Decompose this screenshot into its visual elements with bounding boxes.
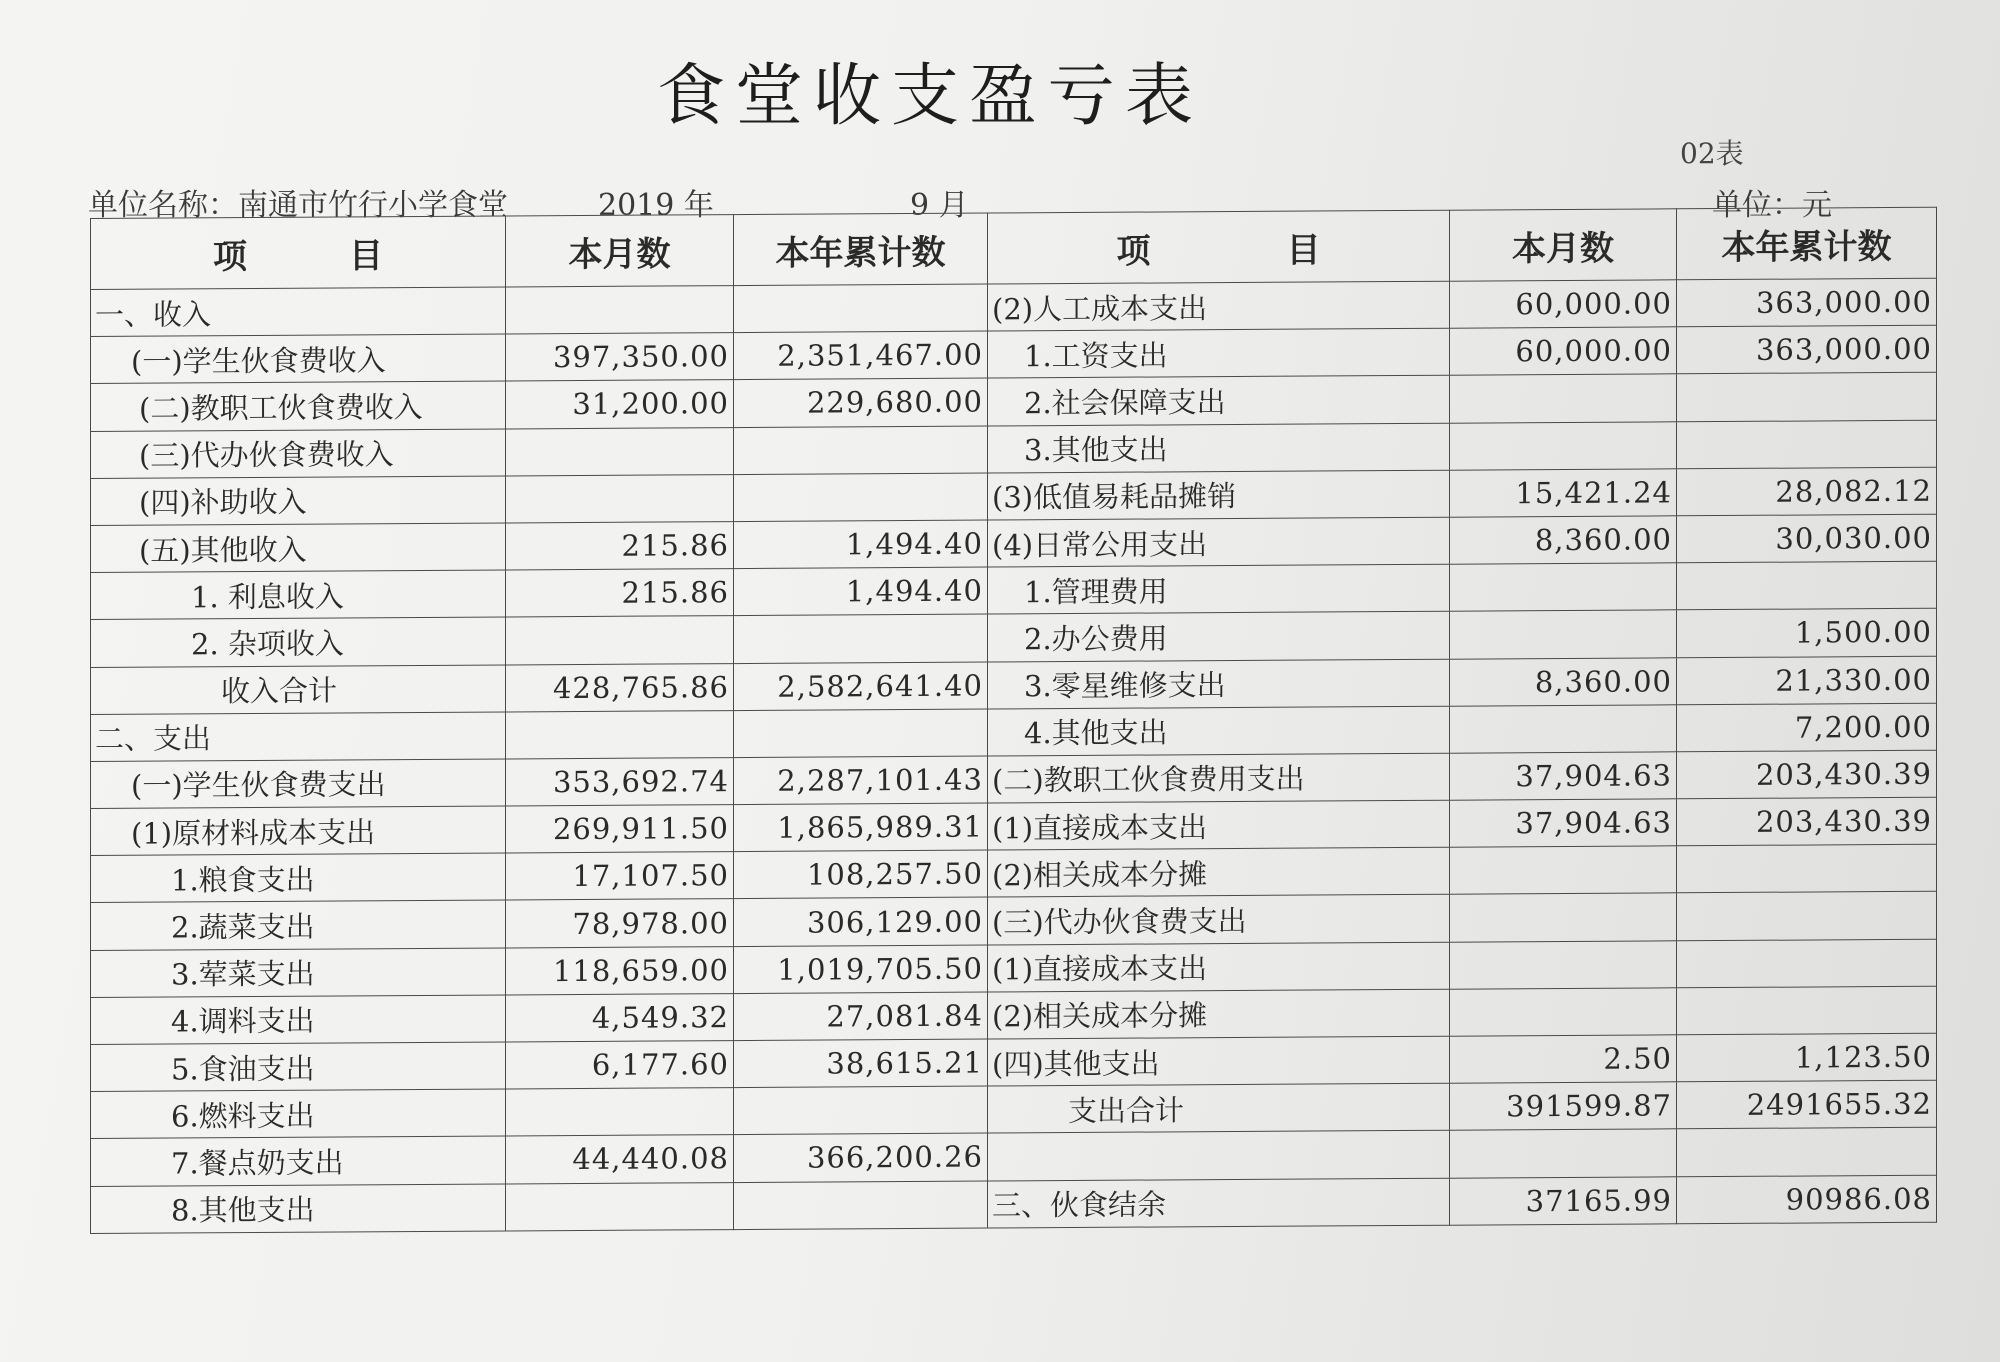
row-month-left: 353,692.74 (506, 757, 734, 806)
row-month-right: 391599.87 (1450, 1082, 1677, 1131)
row-label-left: 6.燃料支出 (91, 1089, 506, 1139)
row-ytd-right: 1,500.00 (1677, 609, 1937, 658)
row-ytd-right: 30,030.00 (1677, 514, 1937, 563)
row-label-right: (2)相关成本分摊 (988, 847, 1450, 897)
row-month-left (506, 1182, 734, 1231)
row-month-right (1450, 940, 1677, 989)
row-ytd-left: 366,200.26 (734, 1133, 988, 1182)
row-month-left (506, 474, 734, 523)
row-label-left: 收入合计 (91, 664, 506, 714)
row-month-left: 31,200.00 (506, 380, 734, 429)
row-month-right: 8,360.00 (1450, 516, 1677, 565)
row-label-left: (1)原材料成本支出 (91, 806, 506, 856)
row-month-right (1450, 374, 1677, 423)
row-month-right: 37,904.63 (1450, 752, 1677, 801)
row-month-left: 4,549.32 (506, 993, 734, 1042)
row-label-left: (二)教职工伙食费收入 (91, 381, 506, 431)
header-item-left: 项 目 (91, 216, 506, 290)
row-ytd-right: 363,000.00 (1677, 325, 1937, 374)
row-month-right: 2.50 (1450, 1035, 1677, 1084)
row-ytd-left (734, 426, 988, 475)
row-month-right (1450, 846, 1677, 895)
row-ytd-left (734, 1086, 988, 1135)
row-month-left (506, 710, 734, 759)
row-label-right: 3.其他支出 (988, 423, 1450, 473)
row-ytd-left: 38,615.21 (734, 1039, 988, 1088)
row-label-right: (1)直接成本支出 (988, 800, 1450, 850)
form-number: 02表 (1680, 137, 1744, 170)
row-month-left: 6,177.60 (506, 1041, 734, 1090)
row-label-right: 1.工资支出 (988, 328, 1450, 378)
row-ytd-right (1677, 420, 1937, 469)
header-ytd-right: 本年累计数 (1677, 207, 1937, 280)
table-row (91, 1175, 1937, 1233)
row-ytd-left (734, 709, 988, 758)
row-ytd-left (734, 284, 988, 333)
row-label-left: 二、支出 (91, 712, 506, 762)
row-ytd-right (1677, 561, 1937, 610)
row-ytd-right: 1,123.50 (1677, 1033, 1937, 1082)
row-label-left: 1.粮食支出 (91, 853, 506, 903)
row-label-left: 2. 杂项收入 (91, 617, 506, 667)
row-month-left: 118,659.00 (506, 946, 734, 995)
row-ytd-left (734, 473, 988, 522)
row-month-right: 60,000.00 (1450, 327, 1677, 376)
row-ytd-right: 28,082.12 (1677, 467, 1937, 516)
row-ytd-right (1677, 373, 1937, 422)
row-label-left: 5.食油支出 (91, 1042, 506, 1092)
row-label-left: 2.蔬菜支出 (91, 900, 506, 950)
row-label-right: (3)低值易耗品摊销 (988, 470, 1450, 520)
row-ytd-right: 21,330.00 (1677, 656, 1937, 705)
header-month-right: 本月数 (1450, 209, 1677, 281)
header-row (91, 207, 1937, 289)
row-ytd-right (1677, 892, 1937, 941)
header-month-left: 本月数 (506, 215, 734, 287)
row-ytd-left: 306,129.00 (734, 897, 988, 946)
row-month-left: 44,440.08 (506, 1135, 734, 1184)
row-month-left (506, 286, 734, 335)
row-month-right (1450, 1129, 1677, 1178)
row-month-left (506, 1088, 734, 1137)
row-ytd-left: 2,287,101.43 (734, 756, 988, 805)
row-label-right: 支出合计 (988, 1083, 1450, 1133)
row-ytd-right: 363,000.00 (1677, 278, 1937, 327)
row-label-right: 2.办公费用 (988, 612, 1450, 662)
row-label-left: (三)代办伙食费收入 (91, 429, 506, 479)
row-label-right: (2)相关成本分摊 (988, 989, 1450, 1039)
row-month-right (1450, 893, 1677, 942)
row-label-left: 一、收入 (91, 287, 506, 337)
row-label-right: 2.社会保障支出 (988, 376, 1450, 426)
header-item-right: 项 目 (988, 210, 1450, 284)
row-ytd-right: 7,200.00 (1677, 703, 1937, 752)
row-label-left: (五)其他收入 (91, 523, 506, 573)
row-label-right (988, 1131, 1450, 1181)
row-ytd-right: 203,430.39 (1677, 750, 1937, 799)
row-label-left: 8.其他支出 (91, 1184, 506, 1234)
row-ytd-right (1677, 844, 1937, 893)
row-month-left: 397,350.00 (506, 333, 734, 382)
row-month-left: 215.86 (506, 522, 734, 571)
row-ytd-right: 2491655.32 (1677, 1080, 1937, 1129)
row-ytd-left: 229,680.00 (734, 378, 988, 427)
row-month-right (1450, 563, 1677, 612)
row-ytd-right (1677, 986, 1937, 1035)
row-ytd-right (1677, 1128, 1937, 1177)
row-label-right: 4.其他支出 (988, 706, 1450, 756)
row-month-right: 15,421.24 (1450, 469, 1677, 518)
header-ytd-left: 本年累计数 (734, 213, 988, 286)
row-month-right: 37165.99 (1450, 1176, 1677, 1225)
row-ytd-left: 1,494.40 (734, 520, 988, 569)
report-year: 2019 年 (598, 188, 714, 223)
row-month-right: 37,904.63 (1450, 799, 1677, 848)
row-label-right: 三、伙食结余 (988, 1178, 1450, 1228)
row-label-right: 1.管理费用 (988, 564, 1450, 614)
row-month-right (1450, 421, 1677, 470)
row-month-right (1450, 988, 1677, 1037)
row-ytd-left: 2,351,467.00 (734, 331, 988, 380)
row-label-left: (一)学生伙食费支出 (91, 759, 506, 809)
unit-name: 单位名称：南通市竹行小学食堂 (88, 188, 508, 223)
row-month-left: 428,765.86 (506, 663, 734, 712)
row-label-right: (四)其他支出 (988, 1036, 1450, 1086)
row-label-left: (一)学生伙食费收入 (91, 334, 506, 384)
row-ytd-left: 108,257.50 (734, 850, 988, 899)
row-ytd-left: 1,019,705.50 (734, 945, 988, 994)
row-label-left: 4.调料支出 (91, 995, 506, 1045)
row-month-left: 269,911.50 (506, 805, 734, 854)
currency-unit: 单位：元 (1712, 188, 1832, 223)
row-month-left: 17,107.50 (506, 852, 734, 901)
profit-loss-table (90, 207, 1937, 1234)
row-label-right: (三)代办伙食费支出 (988, 895, 1450, 945)
row-label-left: (四)补助收入 (91, 476, 506, 526)
page-title: 食堂收支盈亏表 (656, 57, 1203, 136)
row-label-right: (2)人工成本支出 (988, 281, 1450, 331)
row-label-left: 7.餐点奶支出 (91, 1136, 506, 1186)
row-label-right: (4)日常公用支出 (988, 517, 1450, 567)
row-label-right: (二)教职工伙食费用支出 (988, 753, 1450, 803)
row-month-right (1450, 704, 1677, 753)
row-ytd-right (1677, 939, 1937, 988)
row-ytd-left (734, 614, 988, 663)
row-ytd-right: 90986.08 (1677, 1175, 1937, 1224)
report-month: 9 月 (910, 188, 969, 223)
row-ytd-left: 1,865,989.31 (734, 803, 988, 852)
row-ytd-right: 203,430.39 (1677, 797, 1937, 846)
row-month-left: 215.86 (506, 569, 734, 618)
row-label-left: 3.荤菜支出 (91, 948, 506, 998)
row-label-right: (1)直接成本支出 (988, 942, 1450, 992)
row-ytd-left: 1,494.40 (734, 567, 988, 616)
row-month-left: 78,978.00 (506, 899, 734, 948)
row-month-left (506, 427, 734, 476)
row-month-right (1450, 610, 1677, 659)
row-label-right: 3.零星维修支出 (988, 659, 1450, 709)
row-month-right: 8,360.00 (1450, 657, 1677, 706)
row-ytd-left (734, 1181, 988, 1230)
row-month-right: 60,000.00 (1450, 280, 1677, 329)
row-ytd-left: 27,081.84 (734, 992, 988, 1041)
row-ytd-left: 2,582,641.40 (734, 662, 988, 711)
row-month-left (506, 616, 734, 665)
row-label-left: 1. 利息收入 (91, 570, 506, 620)
